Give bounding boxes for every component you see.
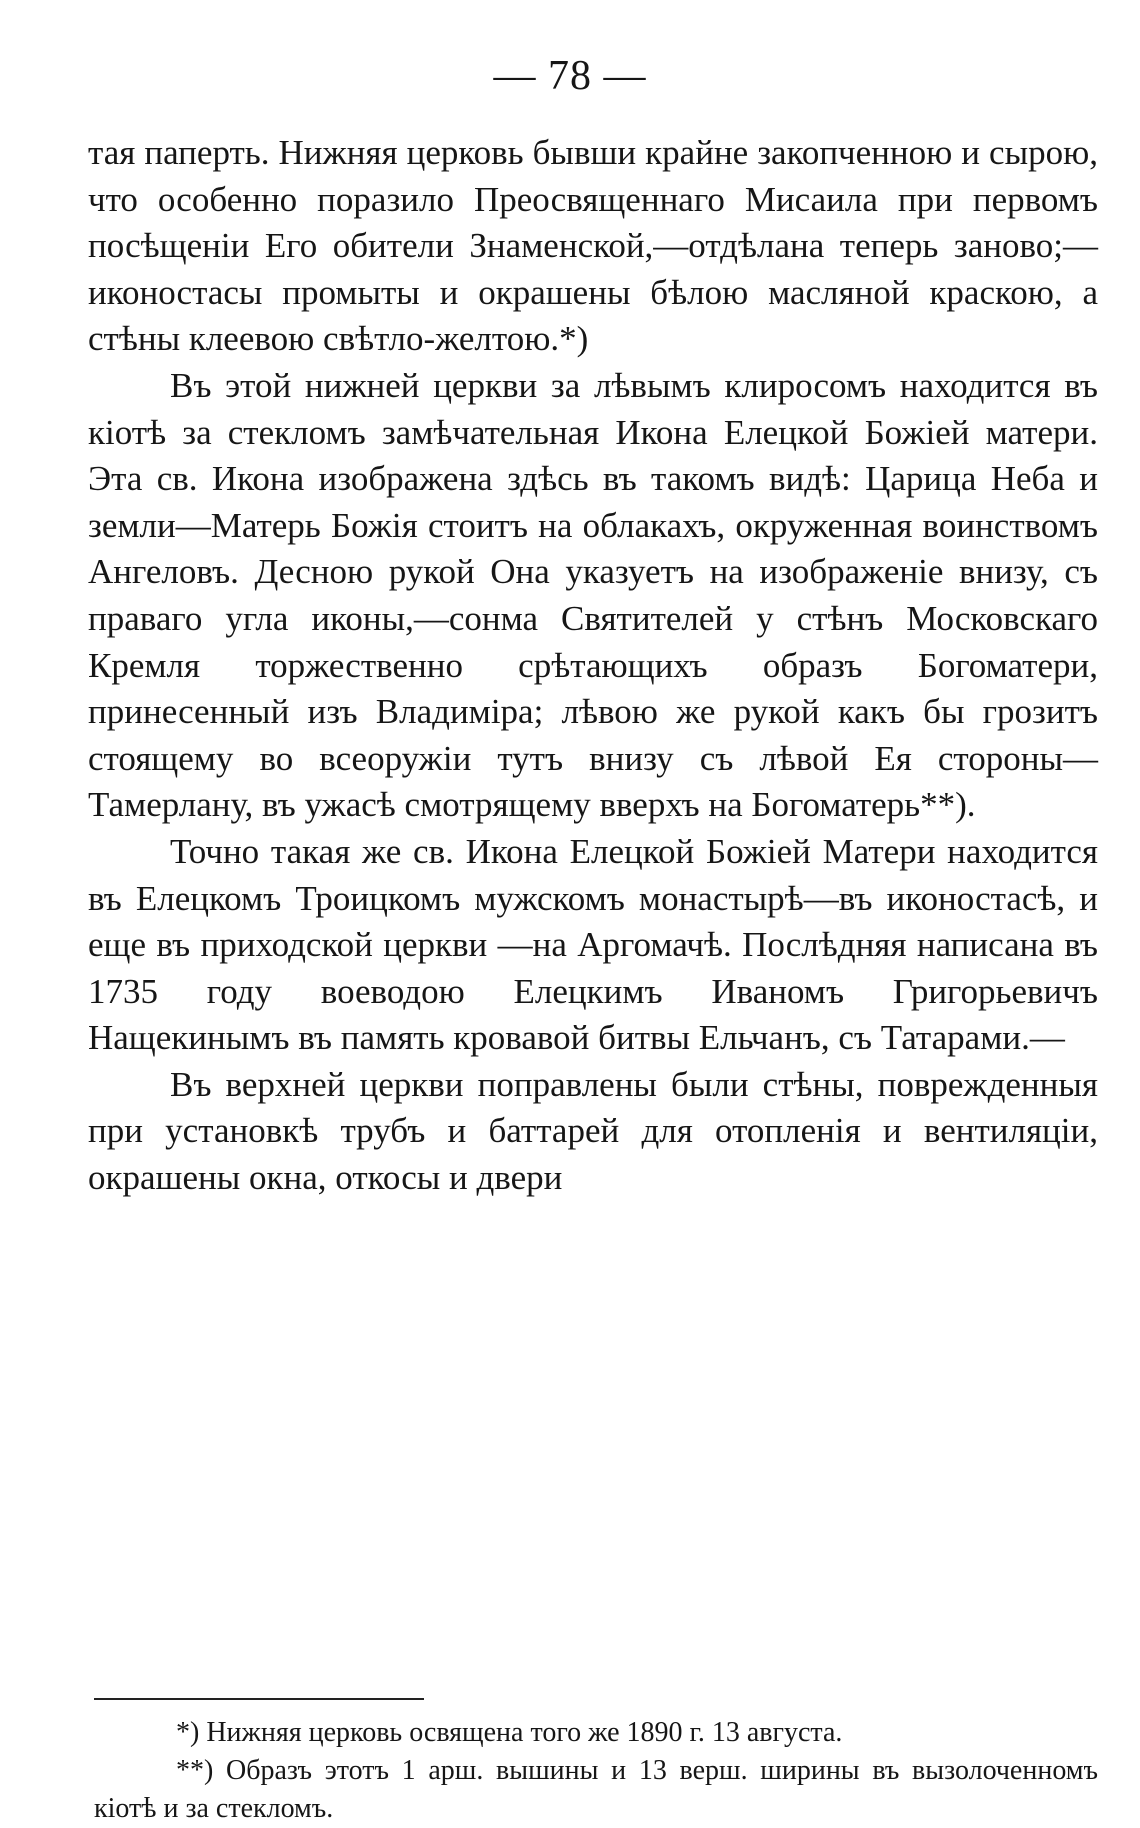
paragraph-1: тая паперть. Нижняя церковь бывши крайне закопченною и сырою, что особенно поразило Преосвященнаго Мисаила при первомъ посѣщеніи Его обители Знаменской,—отдѣлана теперь заново;—иконостасы промыты и окрашены бѣлою масляной краскою, а стѣны клеевою свѣтло-желтою.*) [88,133,1098,359]
footnote-1: *) Нижняя церковь освящена того же 1890 г. 13 августа. [176,1717,843,1748]
paragraph-3: Точно такая же св. Икона Елецкой Божіей Матери находится въ Елецкомъ Троицкомъ мужскомъ монастырѣ—въ иконостасѣ, и еще въ приходской церкви —на Аргомачѣ. Послѣдняя написана въ 1735 году воеводою Елецкимъ Иваномъ Григорьевичъ Нащекинымъ въ память кровавой битвы Ельчанъ, съ Татарами.— [88,831,1098,1058]
paragraph-4: Въ верхней церкви поправлены были стѣны, поврежденныя при установкѣ трубъ и баттарей для отопленія и вентиляціи, окрашены окна, откосы и двери [88,1064,1098,1198]
paragraph-2: Въ этой нижней церкви за лѣвымъ клиросомъ находится въ кіотѣ за стекломъ замѣчательная Икона Елецкой Божіей матери. Эта св. Икона изображена здѣсь въ такомъ видѣ: Царица Неба и земли—Матерь Божія стоитъ на облакахъ, окруженная воинствомъ Ангеловъ. Десною рукой Она указуетъ на изображеніе внизу, съ праваго угла иконы,—сонма Святителей у стѣнъ Московскаго Кремля торжественно срѣтающихъ образъ Богоматери, принесенный изъ Владиміра; лѣвою же рукой какъ бы грозитъ стоящему во всеоружіи тутъ внизу съ лѣвой Ея стороны—Тамерлану, въ ужасѣ смотрящему вверхъ на Богоматерь**). [88,365,1098,825]
main-text [88,130,1098,1202]
footnotes [94,1714,1098,1828]
page-number: — 78 — [493,53,647,99]
footnote-divider [94,1698,424,1700]
footnote-2: **) Образъ этотъ 1 арш. вышины и 13 верш. ширины въ вызолоченномъ кіотѣ и за стекломъ. [94,1755,1098,1824]
